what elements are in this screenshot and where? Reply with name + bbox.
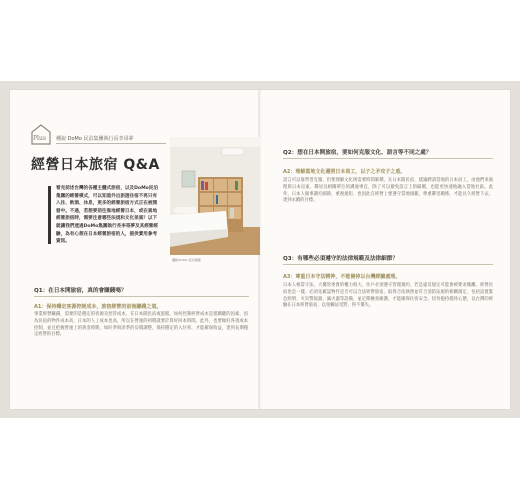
room-photo	[170, 137, 260, 255]
answer-2-heading: A2：理解當地文化遵照日本員工，以子之矛攻子之盾。	[283, 169, 406, 175]
page-title: 經營日本旅宿 Q&A	[31, 157, 160, 173]
answer-3-heading: A3：尊重日本守法精神，不能僥倖以台灣經驗處理。	[283, 274, 401, 280]
question-3-rule	[283, 264, 493, 265]
tagline: 種說 DoMo 民泊集團執行長李哥夢	[56, 136, 134, 142]
photo-caption: 攝影/DoMo 民泊集團	[172, 258, 201, 262]
answer-1-heading: A1：保持穩定客源控制成本，旅宿經營的前後賺錢之道。	[34, 304, 162, 310]
question-1: Q1：在日本開旅宿，真的會賺錢嗎？	[34, 288, 127, 294]
book-spread	[0, 81, 520, 418]
answer-2-body: 語言可以靠學習克服，但要理解文化則需要時間累積。在日本開民宿，建議聘請當地的日本員工，由他們來處理與日本房東、鄰居及相關單位的溝通事宜，除了可以避免語言上的隔閡，也能更快速地融入當地社區。此外，日本人做事講究細節，重視規矩，也因此在經營上要遵守當地規範，尊重鄰里關係，才能長久經營下去，達到永續的目標。	[283, 178, 493, 204]
intro-paragraph: 看完前述台灣的各種主體式旅宿，以及DoMo民泊集團的經營模式，可以知道外出旅遊住宿不再只有入住、飲酒、休息，更多的經營旅宿方式正在被開發中。不過，若想要前往異地經營日本，或在異地經營旅宿時，需要注意哪些法規和文化差異？以下就讓我們透過DoMo集團執行長李哥夢及其經營經驗，為有心想在日本經營旅宿的人，提供實用參考資訊。	[56, 186, 158, 245]
answer-3-body: 日本人相當守法，大樓管委會的權力很大，住戶必須遵守管理規約，若是違反規定可能會被要求搬離。經營民宿也是一樣，必須先確認物件是否可以合法經營旅宿，取得合法執照並符合消防法規的相關規定，包括設置緊急照明、火災警報器、滅火器等設備，並定期檢查維護，才能確保住客安全。切勿抱持僥倖心態，以台灣的經驗在日本經營旅宿，以免觸法受罰，得不償失。	[283, 283, 493, 309]
right-page	[260, 90, 510, 409]
plus-logo-icon	[30, 123, 52, 145]
tagline-rule	[56, 143, 166, 144]
question-1-rule	[34, 296, 249, 297]
intro-accent-bar	[48, 186, 51, 244]
question-2-rule	[283, 158, 493, 159]
question-2: Q2：想在日本開旅宿，要如何克服文化、語言等不同之處？	[283, 150, 432, 156]
logo-text: Plus	[33, 135, 46, 142]
answer-1-body: 事業經營賺錢，需要的是穩定的客源及控管成本，在日本開民宿或旅館，如何控制經營成本是很關鍵的因素，因為民宿的物件成本高，日本的人工成本也高，所以在營運的初期就要計算好回本時間。此外，也要做好各項成本控制，並且把握營運上的黃金時期，如旺季與淡季的房價調整，保持穩定的入住率，才能確保收益，達到長期穩定經營的目標。	[34, 312, 248, 338]
question-3: Q3：有哪些必須遵守的法律規範及法律細節？	[283, 256, 398, 262]
